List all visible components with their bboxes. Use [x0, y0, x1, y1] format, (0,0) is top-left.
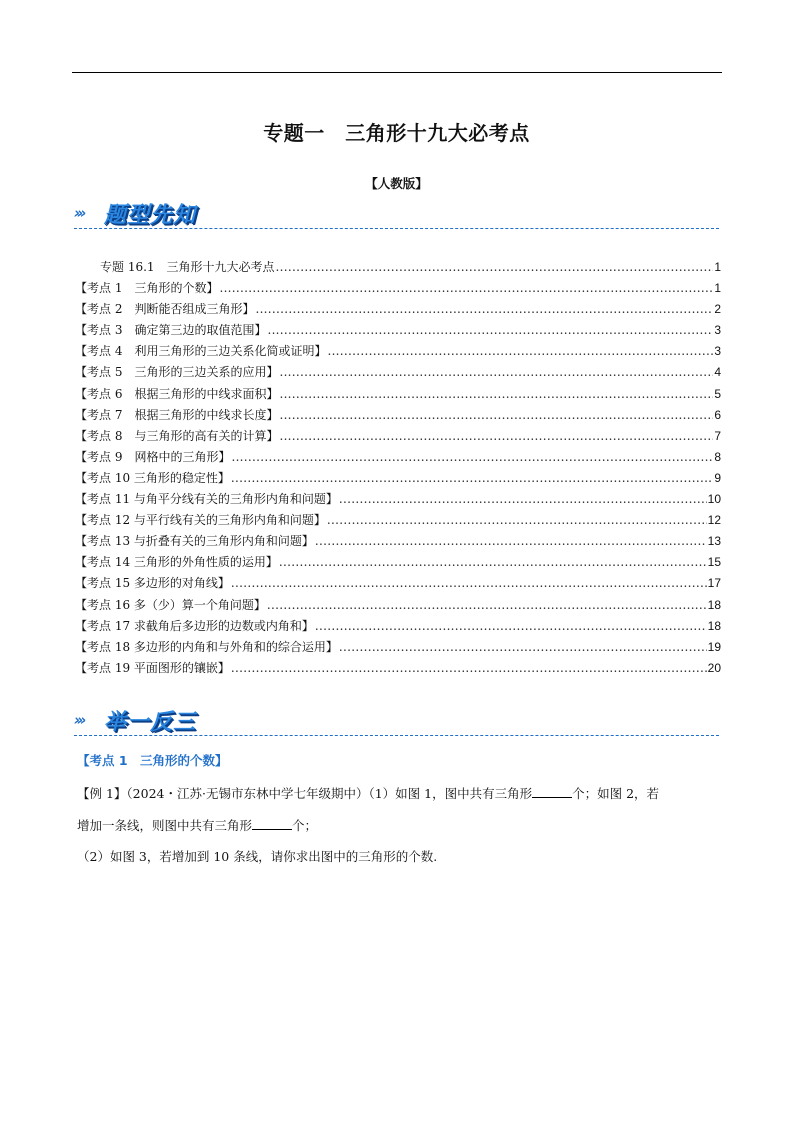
toc-entry[interactable] [75, 342, 721, 363]
toc-entry-page: 18 [707, 618, 721, 633]
example-banner [74, 705, 724, 737]
banner-divider [74, 228, 719, 229]
toc-entry[interactable] [75, 553, 721, 574]
toc-entry[interactable] [75, 638, 721, 659]
toc-entry-page: 18 [707, 597, 721, 612]
toc-entry-page: 8 [714, 449, 721, 464]
toc-entry[interactable] [75, 321, 721, 342]
toc-entry-title: 【考点 15 多边形的对角线】 [75, 576, 230, 591]
toc-entry[interactable] [75, 385, 721, 406]
example-banner-label: 举一反三 [104, 710, 197, 735]
toc-entry-title: 【考点 9 网格中的三角形】 [75, 449, 231, 464]
toc-entry-title: 【考点 5 三角形的三边关系的应用】 [75, 365, 279, 380]
toc-entry-title: 【考点 3 确定第三边的取值范围】 [75, 323, 267, 338]
example-line-2: 增加一条线，则图中共有三角形 个； [77, 818, 318, 833]
toc-entry-title: 【考点 4 利用三角形的三边关系化简或证明】 [75, 344, 327, 359]
toc-entry-page: 15 [707, 555, 721, 570]
toc-entry[interactable] [75, 406, 721, 427]
toc-entry[interactable] [75, 427, 721, 448]
toc-entry-page: 4 [714, 365, 721, 380]
toc-entry-title: 【考点 7 根据三角形的中线求长度】 [75, 407, 279, 422]
toc-entry[interactable] [75, 469, 721, 490]
toc-entry[interactable] [75, 258, 721, 279]
toc-entry[interactable] [75, 659, 721, 680]
example-line-3: （2）如图 3，若增加到 10 条线，请你求出图中的三角形的个数. [77, 849, 438, 864]
toc-entry-title: 【考点 12 与平行线有关的三角形内角和问题】 [75, 513, 326, 528]
toc-entry[interactable] [75, 300, 721, 321]
toc-entry-page: 13 [707, 534, 721, 549]
toc-entry[interactable] [75, 490, 721, 511]
page-title: 专题一 三角形十九大必考点 [263, 121, 530, 145]
header-rule [72, 72, 722, 73]
toc-entry-page: 5 [714, 386, 721, 401]
page-subtitle: 【人教版】 [365, 176, 428, 191]
toc-entry-page: 3 [714, 344, 721, 359]
example-line-1: 【例 1】（2024・江苏·无锡市东林中学七年级期中）（1）如图 1，图中共有三角形 个；如图 2，若 [77, 786, 660, 801]
toc-entry[interactable] [75, 511, 721, 532]
toc-entry[interactable] [75, 448, 721, 469]
toc-entry-title: 【考点 10 三角形的稳定性】 [75, 470, 230, 485]
toc-entry-page: 2 [714, 302, 721, 317]
toc-entry-title: 【考点 19 平面图形的镶嵌】 [75, 660, 230, 675]
toc-entry-title: 【考点 16 多（少）算一个角问题】 [75, 597, 266, 612]
toc-entry-page: 20 [707, 660, 721, 675]
toc-banner [74, 198, 724, 230]
toc-entry[interactable] [75, 363, 721, 384]
toc-entry-page: 10 [707, 492, 721, 507]
toc-entry[interactable] [75, 532, 721, 553]
toc-entry-page: 12 [707, 513, 721, 528]
toc-entry[interactable] [75, 279, 721, 300]
answer-blank[interactable] [252, 817, 292, 830]
section-heading: 【考点 1 三角形的个数】 [77, 753, 228, 768]
toc-entry-title: 【考点 13 与折叠有关的三角形内角和问题】 [75, 534, 314, 549]
toc-banner-label: 题型先知 [104, 203, 197, 228]
banner-divider [74, 735, 719, 736]
toc-entry-page: 6 [714, 407, 721, 422]
toc-entry-page: 19 [707, 639, 721, 654]
toc-entry-title: 【考点 11 与角平分线有关的三角形内角和问题】 [75, 492, 338, 507]
toc-entry-page: 1 [714, 260, 721, 274]
table-of-contents [75, 258, 721, 680]
toc-entry-page: 9 [714, 470, 721, 485]
toc-entry-title: 【考点 1 三角形的个数】 [75, 281, 219, 296]
toc-entry-title: 【考点 6 根据三角形的中线求面积】 [75, 386, 279, 401]
toc-entry-page: 1 [714, 281, 721, 296]
toc-entry-page: 7 [714, 428, 721, 443]
toc-entry[interactable] [75, 617, 721, 638]
triple-arrow-icon: ››› [74, 711, 84, 729]
toc-entry-title: 专题 16.1 三角形十九大必考点 [100, 260, 275, 274]
toc-entry-page: 3 [714, 323, 721, 338]
toc-entry-title: 【考点 2 判断能否组成三角形】 [75, 302, 255, 317]
toc-entry-title: 【考点 14 三角形的外角性质的运用】 [75, 555, 278, 570]
triple-arrow-icon: ››› [74, 204, 84, 222]
toc-entry-title: 【考点 18 多边形的内角和与外角和的综合运用】 [75, 639, 338, 654]
toc-entry-title: 【考点 17 求截角后多边形的边数或内角和】 [75, 618, 314, 633]
toc-entry-page: 17 [707, 576, 721, 591]
toc-entry[interactable] [75, 574, 721, 595]
toc-entry[interactable] [75, 596, 721, 617]
answer-blank[interactable] [532, 785, 572, 798]
toc-entry-title: 【考点 8 与三角形的高有关的计算】 [75, 428, 279, 443]
